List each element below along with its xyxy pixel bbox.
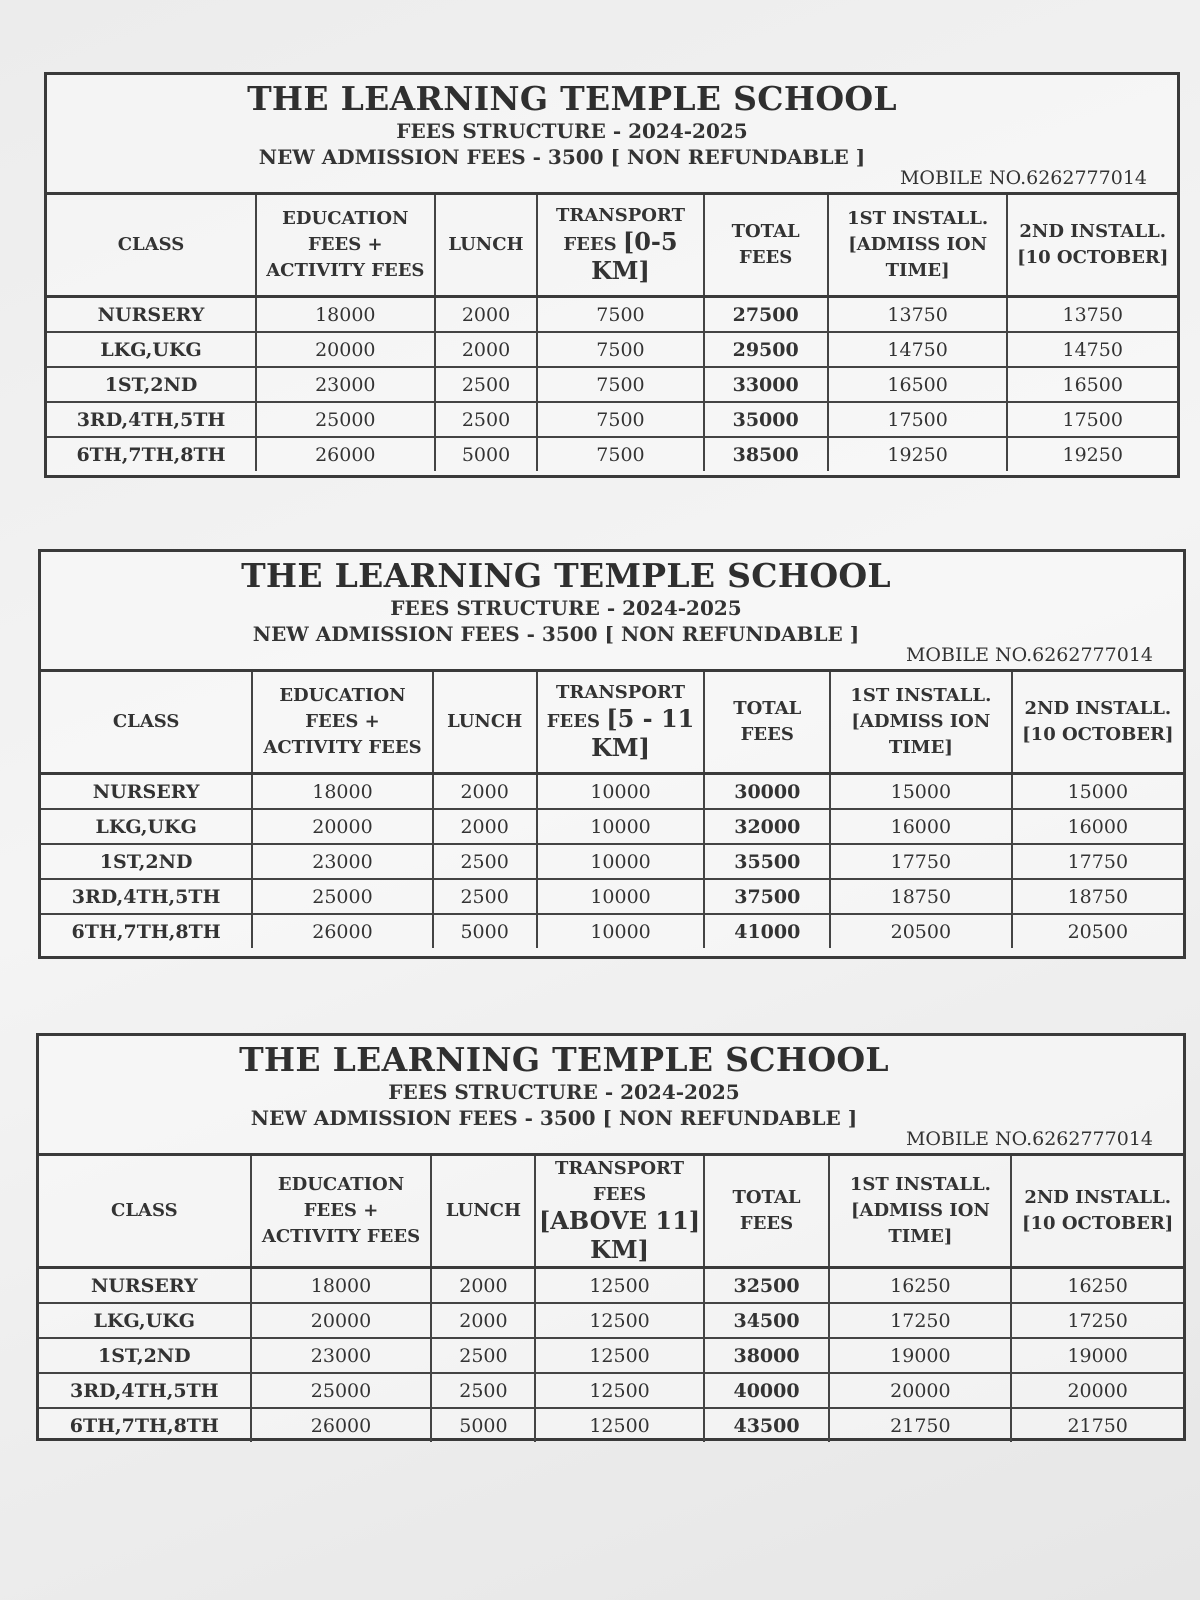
total-cell: 38000 <box>704 1338 830 1373</box>
first-installment-cell: 17250 <box>829 1303 1011 1338</box>
table-row <box>47 332 1177 367</box>
second-installment-cell: 21750 <box>1011 1408 1183 1442</box>
first-installment-cell: 21750 <box>829 1408 1011 1442</box>
first-installment-cell: 16000 <box>830 809 1012 844</box>
transport-cell: 10000 <box>537 844 705 879</box>
header-second-installment: 2ND INSTALL.[10 OCTOBER] <box>1011 1156 1183 1268</box>
total-cell: 40000 <box>704 1373 830 1408</box>
transport-cell: 12500 <box>535 1373 703 1408</box>
lunch-cell: 2500 <box>431 1373 535 1408</box>
school-name: THE LEARNING TEMPLE SCHOOL <box>239 1040 889 1079</box>
header-lunch: LUNCH <box>435 195 538 297</box>
mobile-number: MOBILE NO.6262777014 <box>899 167 1147 189</box>
table-row <box>41 809 1183 844</box>
first-installment-cell: 16250 <box>829 1268 1011 1304</box>
lunch-cell: 2000 <box>435 332 538 367</box>
table-row <box>47 367 1177 402</box>
header-lunch: LUNCH <box>433 672 537 774</box>
transport-range: [5 - 11 KM] <box>591 704 695 762</box>
total-cell: 35500 <box>704 844 830 879</box>
fees-table <box>47 195 1177 471</box>
lunch-cell: 2000 <box>433 774 537 810</box>
second-installment-cell: 17750 <box>1012 844 1183 879</box>
second-installment-cell: 19250 <box>1007 437 1177 471</box>
table-header-row <box>39 1156 1183 1268</box>
table-row <box>47 297 1177 333</box>
first-installment-cell: 15000 <box>830 774 1012 810</box>
second-installment-cell: 14750 <box>1007 332 1177 367</box>
class-cell: 3RD,4TH,5TH <box>41 879 252 914</box>
lunch-cell: 2500 <box>435 402 538 437</box>
education-cell: 18000 <box>252 774 432 810</box>
first-installment-cell: 20000 <box>829 1373 1011 1408</box>
admission-fees-note: NEW ADMISSION FEES - 3500 [ NON REFUNDABLE ] <box>258 145 866 169</box>
second-installment-cell: 20500 <box>1012 914 1183 948</box>
lunch-cell: 5000 <box>431 1408 535 1442</box>
transport-cell: 12500 <box>535 1268 703 1304</box>
total-cell: 38500 <box>704 437 828 471</box>
table-row <box>39 1338 1183 1373</box>
transport-cell: 7500 <box>537 437 703 471</box>
class-cell: 1ST,2ND <box>47 367 256 402</box>
education-cell: 20000 <box>252 809 432 844</box>
table-header-row <box>41 672 1183 774</box>
transport-cell: 10000 <box>537 879 705 914</box>
sheet-header <box>39 1036 1183 1156</box>
first-installment-cell: 17750 <box>830 844 1012 879</box>
first-installment-cell: 14750 <box>828 332 1008 367</box>
lunch-cell: 2000 <box>431 1303 535 1338</box>
transport-range: [0-5 KM] <box>591 227 678 285</box>
header-education-fees: EDUCATION FEES + ACTIVITY FEES <box>256 195 435 297</box>
education-cell: 26000 <box>256 437 435 471</box>
education-cell: 26000 <box>251 1408 432 1442</box>
transport-label: TRANSPORT FEES <box>546 682 686 732</box>
lunch-cell: 2500 <box>433 879 537 914</box>
total-cell: 27500 <box>704 297 828 333</box>
lunch-cell: 2500 <box>435 367 538 402</box>
admission-fees-note: NEW ADMISSION FEES - 3500 [ NON REFUNDABLE ] <box>252 622 860 646</box>
header-first-installment: 1ST INSTALL.[ADMISS ION TIME] <box>829 1156 1011 1268</box>
header-lunch: LUNCH <box>431 1156 535 1268</box>
total-cell: 32500 <box>704 1268 830 1304</box>
second-installment-cell: 17250 <box>1011 1303 1183 1338</box>
transport-cell: 12500 <box>535 1408 703 1442</box>
fees-session: FEES STRUCTURE - 2024-2025 <box>396 119 748 143</box>
header-transport-fees <box>537 672 705 774</box>
mobile-number: MOBILE NO.6262777014 <box>905 644 1153 666</box>
second-installment-cell: 16250 <box>1011 1268 1183 1304</box>
education-cell: 23000 <box>252 844 432 879</box>
lunch-cell: 2500 <box>433 844 537 879</box>
class-cell: LKG,UKG <box>47 332 256 367</box>
second-installment-cell: 19000 <box>1011 1338 1183 1373</box>
class-cell: NURSERY <box>47 297 256 333</box>
school-name: THE LEARNING TEMPLE SCHOOL <box>247 79 897 118</box>
lunch-cell: 2000 <box>435 297 538 333</box>
class-cell: 1ST,2ND <box>41 844 252 879</box>
header-second-installment: 2ND INSTALL.[10 OCTOBER] <box>1012 672 1183 774</box>
table-row <box>47 402 1177 437</box>
class-cell: 3RD,4TH,5TH <box>39 1373 251 1408</box>
fees-session: FEES STRUCTURE - 2024-2025 <box>388 1080 740 1104</box>
table-row <box>39 1408 1183 1442</box>
fees-session: FEES STRUCTURE - 2024-2025 <box>390 596 742 620</box>
table-row <box>41 914 1183 948</box>
first-installment-cell: 16500 <box>828 367 1008 402</box>
second-installment-cell: 16500 <box>1007 367 1177 402</box>
school-name: THE LEARNING TEMPLE SCHOOL <box>241 556 891 595</box>
header-total-fees: TOTAL FEES <box>704 672 830 774</box>
table-row <box>39 1303 1183 1338</box>
class-cell: 1ST,2ND <box>39 1338 251 1373</box>
fees-table <box>39 1156 1183 1442</box>
table-row <box>39 1373 1183 1408</box>
second-installment-cell: 16000 <box>1012 809 1183 844</box>
class-cell: NURSERY <box>39 1268 251 1304</box>
table-row <box>41 844 1183 879</box>
first-installment-cell: 13750 <box>828 297 1008 333</box>
total-cell: 35000 <box>704 402 828 437</box>
lunch-cell: 5000 <box>433 914 537 948</box>
education-cell: 18000 <box>251 1268 432 1304</box>
lunch-cell: 2000 <box>433 809 537 844</box>
transport-cell: 12500 <box>535 1303 703 1338</box>
header-transport-fees <box>535 1156 703 1268</box>
class-cell: LKG,UKG <box>39 1303 251 1338</box>
header-first-installment: 1ST INSTALL.[ADMISS ION TIME] <box>830 672 1012 774</box>
education-cell: 23000 <box>256 367 435 402</box>
table-row <box>47 437 1177 471</box>
class-cell: 3RD,4TH,5TH <box>47 402 256 437</box>
class-cell: NURSERY <box>41 774 252 810</box>
total-cell: 37500 <box>704 879 830 914</box>
first-installment-cell: 20500 <box>830 914 1012 948</box>
fee-sheet-5-11km <box>38 549 1186 959</box>
table-row <box>39 1268 1183 1304</box>
education-cell: 18000 <box>256 297 435 333</box>
header-first-installment: 1ST INSTALL.[ADMISS ION TIME] <box>828 195 1008 297</box>
class-cell: 6TH,7TH,8TH <box>39 1408 251 1442</box>
header-class: CLASS <box>39 1156 251 1268</box>
admission-fees-note: NEW ADMISSION FEES - 3500 [ NON REFUNDABLE ] <box>250 1106 858 1130</box>
transport-label: TRANSPORT FEES <box>555 1158 685 1205</box>
transport-cell: 10000 <box>537 774 705 810</box>
class-cell: LKG,UKG <box>41 809 252 844</box>
first-installment-cell: 17500 <box>828 402 1008 437</box>
second-installment-cell: 18750 <box>1012 879 1183 914</box>
transport-cell: 12500 <box>535 1338 703 1373</box>
header-total-fees: TOTAL FEES <box>704 195 828 297</box>
header-total-fees: TOTAL FEES <box>704 1156 830 1268</box>
total-cell: 43500 <box>704 1408 830 1442</box>
fee-sheet-0-5km <box>44 72 1180 478</box>
table-row <box>41 879 1183 914</box>
total-cell: 41000 <box>704 914 830 948</box>
transport-label: TRANSPORT FEES <box>555 205 685 255</box>
transport-cell: 10000 <box>537 809 705 844</box>
first-installment-cell: 18750 <box>830 879 1012 914</box>
first-installment-cell: 19250 <box>828 437 1008 471</box>
lunch-cell: 2000 <box>431 1268 535 1304</box>
education-cell: 25000 <box>252 879 432 914</box>
transport-cell: 10000 <box>537 914 705 948</box>
class-cell: 6TH,7TH,8TH <box>41 914 252 948</box>
transport-range: [ABOVE 11] KM] <box>538 1206 701 1264</box>
total-cell: 34500 <box>704 1303 830 1338</box>
second-installment-cell: 20000 <box>1011 1373 1183 1408</box>
education-cell: 26000 <box>252 914 432 948</box>
fee-sheet-above-11km <box>36 1033 1186 1441</box>
total-cell: 32000 <box>704 809 830 844</box>
second-installment-cell: 13750 <box>1007 297 1177 333</box>
total-cell: 33000 <box>704 367 828 402</box>
transport-cell: 7500 <box>537 367 703 402</box>
education-cell: 25000 <box>256 402 435 437</box>
header-second-installment: 2ND INSTALL.[10 OCTOBER] <box>1007 195 1177 297</box>
education-cell: 23000 <box>251 1338 432 1373</box>
total-cell: 30000 <box>704 774 830 810</box>
education-cell: 20000 <box>256 332 435 367</box>
transport-cell: 7500 <box>537 332 703 367</box>
header-class: CLASS <box>47 195 256 297</box>
mobile-number: MOBILE NO.6262777014 <box>905 1128 1153 1150</box>
header-transport-fees <box>537 195 703 297</box>
header-education-fees: EDUCATION FEES + ACTIVITY FEES <box>251 1156 432 1268</box>
header-education-fees: EDUCATION FEES + ACTIVITY FEES <box>252 672 432 774</box>
table-row <box>41 774 1183 810</box>
total-cell: 29500 <box>704 332 828 367</box>
second-installment-cell: 15000 <box>1012 774 1183 810</box>
fees-table <box>41 672 1183 948</box>
lunch-cell: 2500 <box>431 1338 535 1373</box>
transport-cell: 7500 <box>537 297 703 333</box>
first-installment-cell: 19000 <box>829 1338 1011 1373</box>
transport-cell: 7500 <box>537 402 703 437</box>
education-cell: 20000 <box>251 1303 432 1338</box>
class-cell: 6TH,7TH,8TH <box>47 437 256 471</box>
sheet-header <box>47 75 1177 195</box>
education-cell: 25000 <box>251 1373 432 1408</box>
lunch-cell: 5000 <box>435 437 538 471</box>
header-class: CLASS <box>41 672 252 774</box>
table-header-row <box>47 195 1177 297</box>
second-installment-cell: 17500 <box>1007 402 1177 437</box>
sheet-header <box>41 552 1183 672</box>
